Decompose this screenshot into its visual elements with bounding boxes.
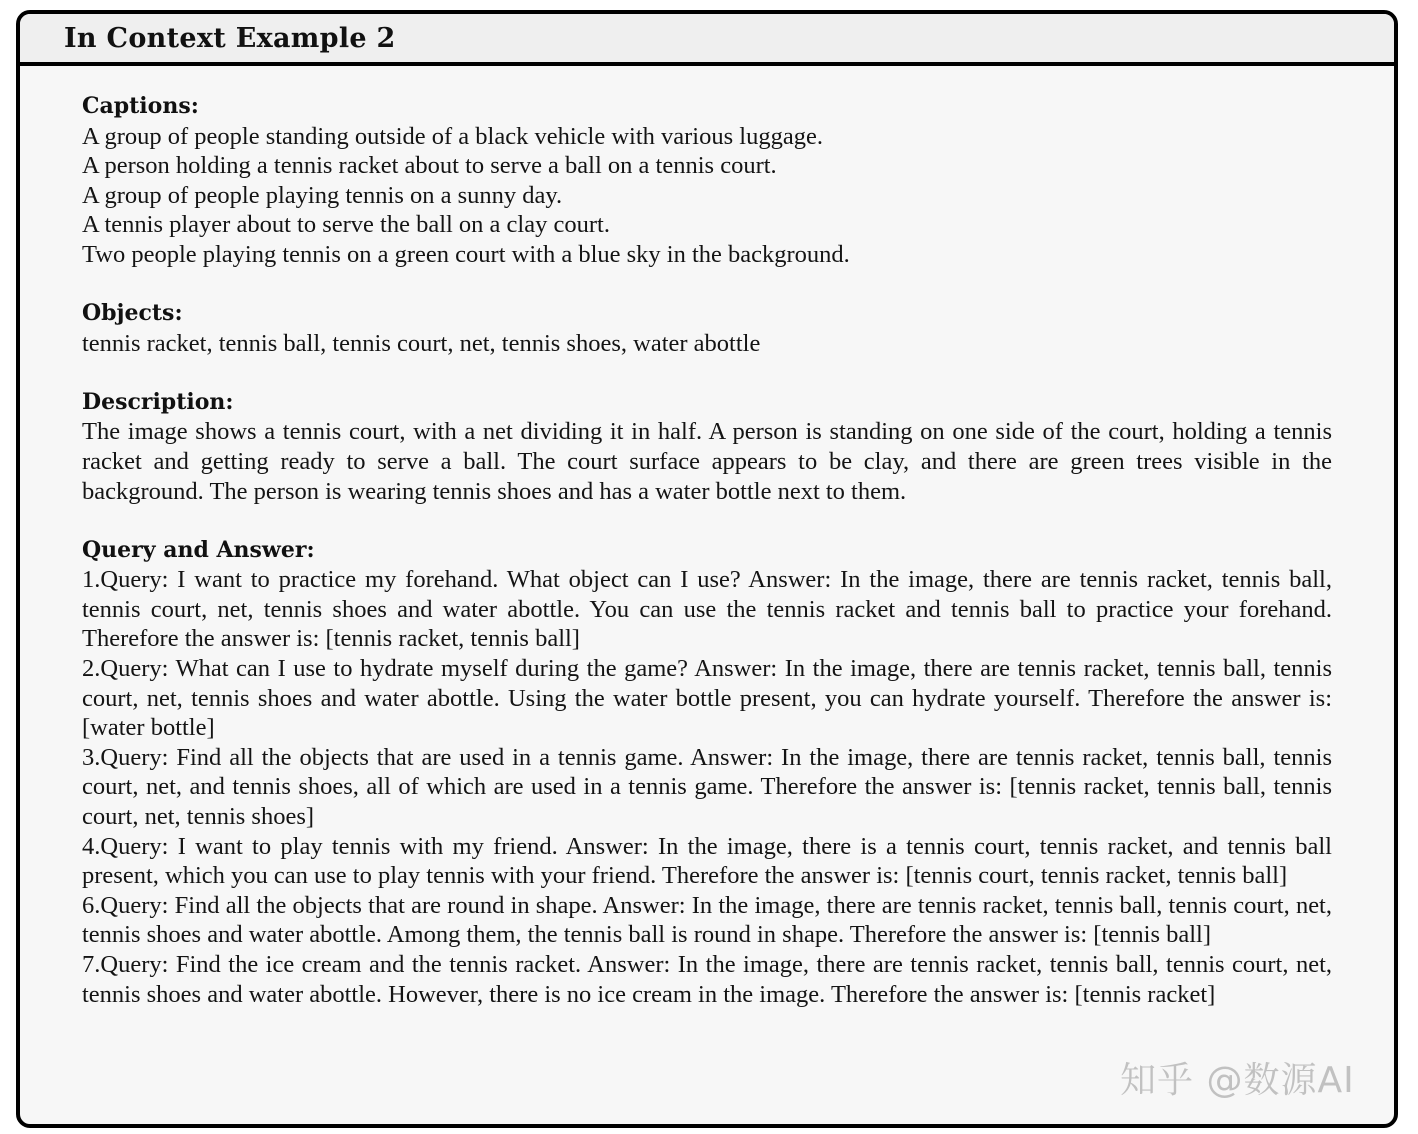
box-title: In Context Example 2 xyxy=(64,22,396,54)
query-answer-section xyxy=(82,536,1332,1010)
query-answer-item: 4.Query: I want to play tennis with my friend. Answer: In the image, there is a tennis court, tennis racket, and tennis ball present, which you can use to play tennis with your friend. Therefore the answer is: [tennis court, tennis racket, tennis ball] xyxy=(82,832,1332,890)
query-answer-item: 6.Query: Find all the objects that are round in shape. Answer: In the image, there are tennis racket, tennis ball, tennis court, net, tennis shoes and water abottle. Among them, the tennis ball is round in shape. Therefore the answer is: [tennis ball] xyxy=(82,891,1332,949)
query-answer-heading: Query and Answer: xyxy=(82,536,315,563)
watermark: 知乎 @数源AI xyxy=(1120,1060,1355,1101)
description-heading: Description: xyxy=(82,388,234,415)
description-section xyxy=(82,388,1332,506)
query-answer-item: 7.Query: Find the ice cream and the tennis racket. Answer: In the image, there are tennis racket, tennis ball, tennis court, net, tennis shoes and water abottle. However, there is no ice cream in the image. Therefore the answer is: [tennis racket] xyxy=(82,950,1332,1008)
captions-heading: Captions: xyxy=(82,93,199,119)
caption-line: A group of people standing outside of a black vehicle with various luggage. xyxy=(82,122,823,150)
description-text: The image shows a tennis court, with a net dividing it in half. A person is standing on one side of the court, holding a tennis racket and getting ready to serve a ball. The court surface appears to be clay, and there are green trees visible in the background. The person is wearing tennis shoes and has a water bottle next to them. xyxy=(82,418,1332,505)
box-header xyxy=(20,14,1394,66)
box-body xyxy=(82,92,1332,1009)
caption-line: Two people playing tennis on a green court with a blue sky in the background. xyxy=(82,240,850,268)
query-answer-item: 3.Query: Find all the objects that are used in a tennis game. Answer: In the image, there are tennis racket, tennis ball, tennis court, net, and tennis shoes, all of which are used in a tennis game. Therefore the answer is: [tennis racket, tennis ball, tennis court, net, tennis shoes] xyxy=(82,743,1332,830)
captions-section xyxy=(82,92,1332,270)
caption-line: A group of people playing tennis on a sunny day. xyxy=(82,181,563,209)
caption-line: A tennis player about to serve the ball on a clay court. xyxy=(82,211,610,239)
objects-text: tennis racket, tennis ball, tennis court, net, tennis shoes, water abottle xyxy=(82,329,761,357)
example-box xyxy=(16,10,1398,1128)
query-answer-item: 2.Query: What can I use to hydrate myself during the game? Answer: In the image, there are tennis racket, tennis ball, tennis court, net, tennis shoes and water abottle. Using the water bottle present, you can hydrate yourself. Therefore the answer is: [water bottle] xyxy=(82,655,1332,742)
objects-section xyxy=(82,299,1332,358)
caption-line: A person holding a tennis racket about to serve a ball on a tennis court. xyxy=(82,152,777,180)
query-answer-item: 1.Query: I want to practice my forehand. What object can I use? Answer: In the image, there are tennis racket, tennis ball, tennis court, net, tennis shoes and water abottle. You can use the tennis racket and tennis ball to practice your forehand. Therefore the answer is: [tennis racket, tennis ball] xyxy=(82,566,1332,653)
objects-heading: Objects: xyxy=(82,300,183,327)
